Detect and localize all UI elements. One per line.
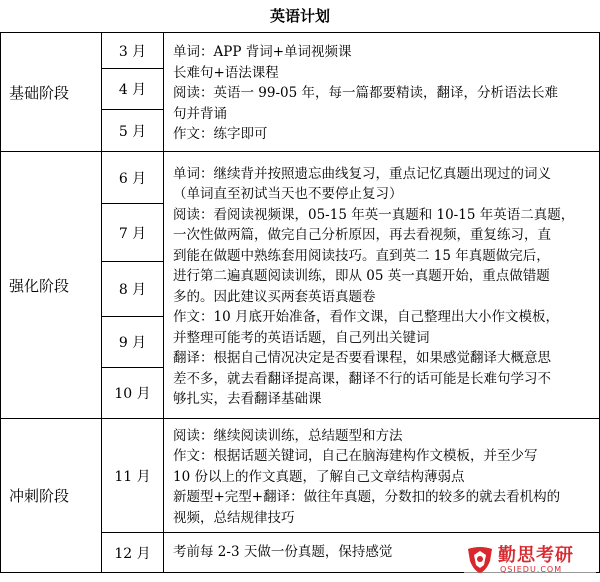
month-6: 6 月 [102, 152, 164, 204]
sprint-line: 新题型+完型+翻译：做往年真题，分数扣的较多的就去看机构的 [173, 489, 561, 506]
month-9: 9 月 [102, 317, 164, 368]
sprint-line: 阅读：继续阅读训练，总结题型和方法 [173, 427, 403, 444]
sprint-line: 10 份以上的作文真题，了解自己文章结构薄弱点 [173, 468, 465, 485]
intensive-line: 差不多，就去看翻译提高课，翻译不行的话可能是长难句学习不 [173, 370, 551, 387]
sprint-line: 作文：根据话题关键词，自己在脑海建构作文模板，并至少写 [173, 448, 538, 465]
month-5: 5 月 [102, 110, 164, 152]
basic-line: 句并背诵 [173, 105, 227, 122]
month-11: 11 月 [102, 419, 164, 533]
logo-brand-text: 勤思考研 [498, 545, 574, 566]
intensive-line: 多的。因此建议买两套英语真题卷 [173, 288, 376, 305]
basic-line: 阅读：英语一 99-05 年，每一篇都要精读，翻译，分析语法长难 [173, 85, 558, 102]
basic-content [164, 33, 600, 152]
sprint-content [164, 419, 600, 533]
sprint-line: 视频，总结规律技巧 [173, 509, 295, 526]
month-10: 10 月 [102, 368, 164, 419]
plan-table [0, 32, 600, 573]
basic-line: 作文：练字即可 [173, 126, 268, 143]
logo-domain-text: QSIEDU.COM [500, 565, 563, 574]
intensive-content [164, 152, 600, 419]
intensive-line: 一次性做两篇，做完自己分析原因，再去看视频，重复练习，直 [173, 227, 551, 243]
logo-mark-icon [464, 543, 496, 575]
intensive-line: 作文：10 月底开始准备，看作文课，自己整理出大小作文模板， [173, 309, 559, 325]
intensive-line: （单词直至初试当天也不要停止复习） [173, 186, 403, 202]
intensive-line: 到能在做题中熟练套用阅读技巧。直到英二 15 年真题做完后， [173, 247, 550, 264]
intensive-line: 翻译：根据自己情况决定是否要看课程，如果感觉翻译大概意思 [173, 350, 551, 366]
intensive-line: 够扎实，去看翻译基础课 [173, 391, 322, 407]
month-3: 3 月 [102, 33, 164, 69]
intensive-line: 并整理可能考的英语话题，自己列出关键词 [173, 329, 430, 346]
month-12: 12 月 [102, 533, 164, 573]
month-7: 7 月 [102, 204, 164, 262]
stage-intensive: 强化阶段 [1, 152, 102, 419]
intensive-line: 单词：继续背并按照遗忘曲线复习，重点记忆真题出现过的词义 [173, 165, 551, 182]
stage-sprint: 冲刺阶段 [1, 419, 102, 573]
stage-basic: 基础阶段 [1, 33, 102, 152]
intensive-line: 阅读：看阅读视频课，05-15 年英一真题和 10-15 年英语二真题， [173, 206, 575, 223]
plan-title: 英语计划 [269, 7, 330, 25]
basic-line: 单词：APP 背词+单词视频课 [173, 44, 352, 61]
basic-line: 长难句+语法课程 [173, 64, 279, 81]
intensive-line: 进行第二遍真题阅读训练，即从 05 英一真题开始，重点做错题 [173, 268, 550, 284]
brand-logo [464, 539, 596, 579]
month-8: 8 月 [102, 262, 164, 317]
december-line: 考前每 2-3 天做一份真题，保持感觉 [173, 544, 393, 561]
month-4: 4 月 [102, 69, 164, 110]
